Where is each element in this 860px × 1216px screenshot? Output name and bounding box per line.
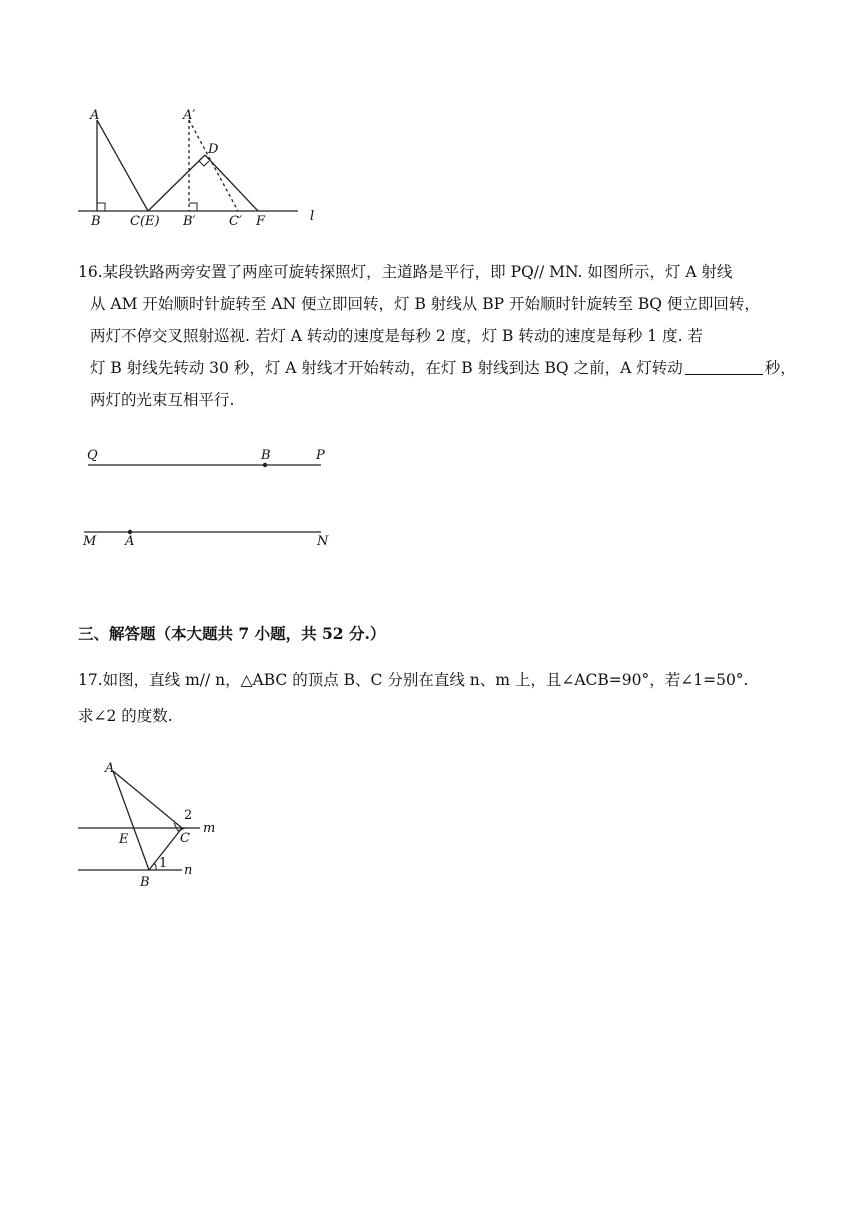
label-A-prime: A′ bbox=[183, 108, 196, 123]
label-N: N bbox=[317, 534, 329, 549]
label-B: B bbox=[261, 448, 271, 463]
label-m: m bbox=[203, 821, 216, 836]
figure-16 bbox=[78, 442, 348, 552]
label-l: l bbox=[310, 209, 315, 224]
label-F: F bbox=[256, 214, 266, 229]
label-1: 1 bbox=[159, 856, 168, 871]
label-CE: C(E) bbox=[130, 214, 160, 229]
label-A: A bbox=[105, 761, 115, 776]
label-A: A bbox=[125, 534, 135, 549]
label-Q: Q bbox=[87, 448, 98, 463]
label-P: P bbox=[316, 448, 325, 463]
label-B: B bbox=[91, 214, 101, 229]
label-n: n bbox=[184, 863, 193, 878]
figure-15 bbox=[70, 100, 330, 230]
label-B-prime: B′ bbox=[183, 214, 196, 229]
problem-17 bbox=[78, 662, 748, 734]
problem-16-number: 16. bbox=[78, 263, 103, 281]
label-A: A bbox=[90, 108, 100, 123]
label-D: D bbox=[208, 142, 219, 157]
problem-16-line-2: 从 AM 开始顺时针旋转至 AN 便立即回转，灯 B 射线从 BP 开始顺时针旋转至 BQ 便立即回转， bbox=[90, 295, 760, 313]
label-C-prime: C′ bbox=[229, 214, 242, 229]
label-B: B bbox=[140, 875, 150, 890]
figure-17 bbox=[70, 755, 230, 895]
label-2: 2 bbox=[184, 808, 193, 823]
problem-17-number: 17. bbox=[78, 671, 103, 689]
answer-blank bbox=[685, 360, 763, 375]
problem-16 bbox=[78, 256, 796, 416]
problem-17-line-2: 求∠2 的度数. bbox=[78, 707, 173, 725]
section-3-heading: 三、解答题（本大题共 7 小题，共 52 分.） bbox=[78, 624, 386, 643]
problem-17-line-1: 17.如图，直线 m// n，△ABC 的顶点 B、C 分别在直线 n、m 上，且∠ACB=90°，若∠1=50°. bbox=[78, 671, 749, 689]
label-M: M bbox=[83, 534, 97, 549]
problem-16-line-3: 两灯不停交叉照射巡视. 若灯 A 转动的速度是每秒 2 度，灯 B 转动的速度是每秒 1 度. 若 bbox=[90, 327, 703, 345]
label-C: C bbox=[180, 831, 190, 846]
problem-16-line-4: 灯 B 射线先转动 30 秒，灯 A 射线才开始转动，在灯 B 射线到达 BQ 之前，A 灯转动 秒， bbox=[90, 359, 796, 377]
problem-16-line-5: 两灯的光束互相平行. bbox=[90, 391, 235, 409]
problem-16-line-1: 16.某段铁路两旁安置了两座可旋转探照灯，主道路是平行，即 PQ// MN. 如图所示，灯 A 射线 bbox=[78, 263, 733, 281]
label-E: E bbox=[119, 832, 129, 847]
